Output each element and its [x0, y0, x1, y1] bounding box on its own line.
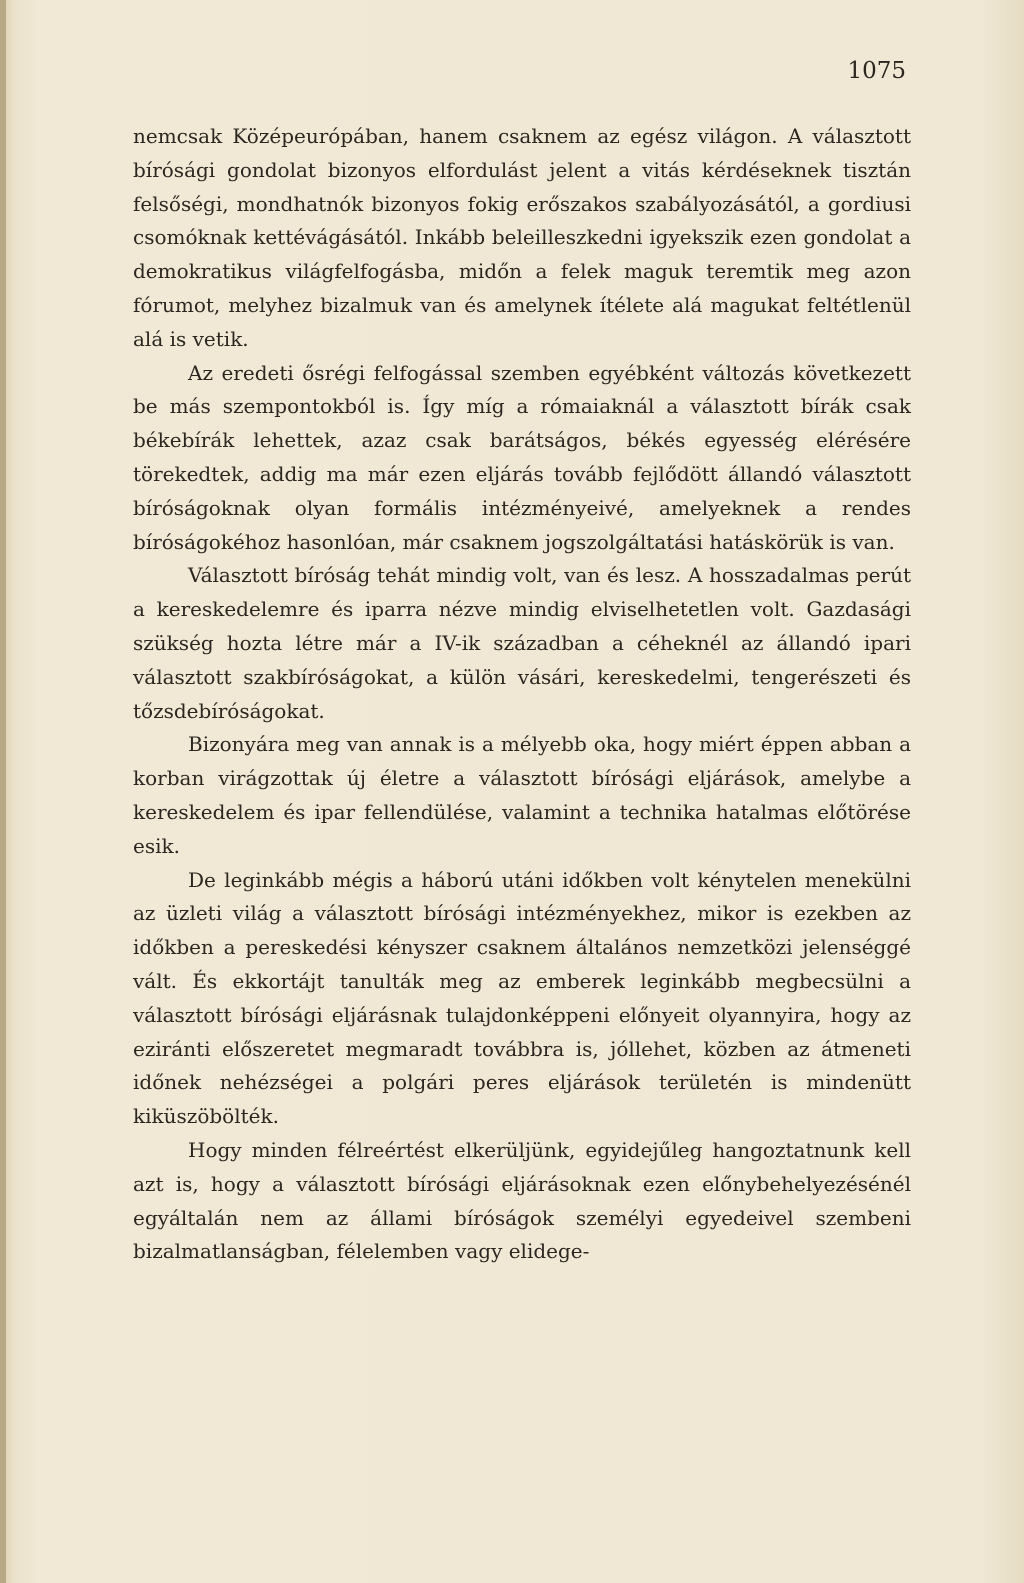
paragraph-6: Hogy minden félreértést elkerüljünk, egyidejűleg hangoztatnunk kell azt is, hogy a választott bírósági eljárásoknak ezen előnybehelyezésénél egyáltalán nem az állami bíróságok személyi egyedeivel szembeni bizalmatlanságban, félelemben vagy elidege- — [133, 1137, 911, 1264]
paragraph-2: Az eredeti ősrégi felfogással szemben egyébként változás következett be más szempontokból is. Így míg a rómaiaknál a választott bírák csak békebírák lehettek, azaz csak barátságos, békés egyesség elérésére törekedtek, addig ma már ezen eljárás tovább fejlődött állandó választott bíróságoknak olyan formális intézményeivé, amelyeknek a rendes bíróságokéhoz hasonlóan, már csaknem jogszolgáltatási hatáskörük is van. — [133, 360, 911, 554]
page-number: 1075 — [847, 58, 906, 84]
paragraph-1: nemcsak Középeurópában, hanem csaknem az egész világon. A választott bírósági gondolat bizonyos elfordulást jelent a vitás kérdéseknek tisztán felsőségi, mondhatnók bizonyos fokig erőszakos szabályozásától, a gordiusi csomóknak kettévágásától. Inkább beleilleszkedni igyekszik ezen gondolat a demokratikus világfelfogásba, midőn a felek maguk teremtik meg azon fórumot, melyhez bizalmuk van és amelynek ítélete alá magukat feltétlenül alá is vetik. — [133, 124, 911, 351]
paragraph-4: Bizonyára meg van annak is a mélyebb oka, hogy miért éppen abban a korban virágzottak új életre a választott bírósági eljárások, amelybe a kereskedelem és ipar fellendülése, valamint a technika hatalmas előtörése esik. — [133, 732, 911, 858]
paragraph-5: De leginkább mégis a háború utáni időkben volt kénytelen menekülni az üzleti világ a választott bírósági intézményekhez, mikor is ezekben az időkben a pereskedési kényszer csaknem általános nemzetközi jelenséggé vált. És ekkortájt tanulták meg az emberek leginkább megbecsülni a választott bírósági eljárásnak tulajdonképpeni előnyeit olyannyira, hogy az eziránti előszeretet megmaradt továbbra is, jóllehet, közben az átmeneti időnek nehézségei a polgári peres eljárások területén is mindenütt kiküszöbölték. — [133, 867, 911, 1129]
body-text — [133, 120, 911, 1269]
paragraph-3: Választott bíróság tehát mindig volt, van és lesz. A hosszadalmas perút a kereskedelemre és iparra nézve mindig elviselhetetlen volt. Gazdasági szükség hozta létre már a IV-ik században a céheknél az állandó ipari választott szakbíróságokat, a külön vásári, kereskedelmi, tengerészeti és tőzsdebíróságokat. — [133, 563, 911, 723]
page-spine-edge — [0, 0, 6, 1583]
